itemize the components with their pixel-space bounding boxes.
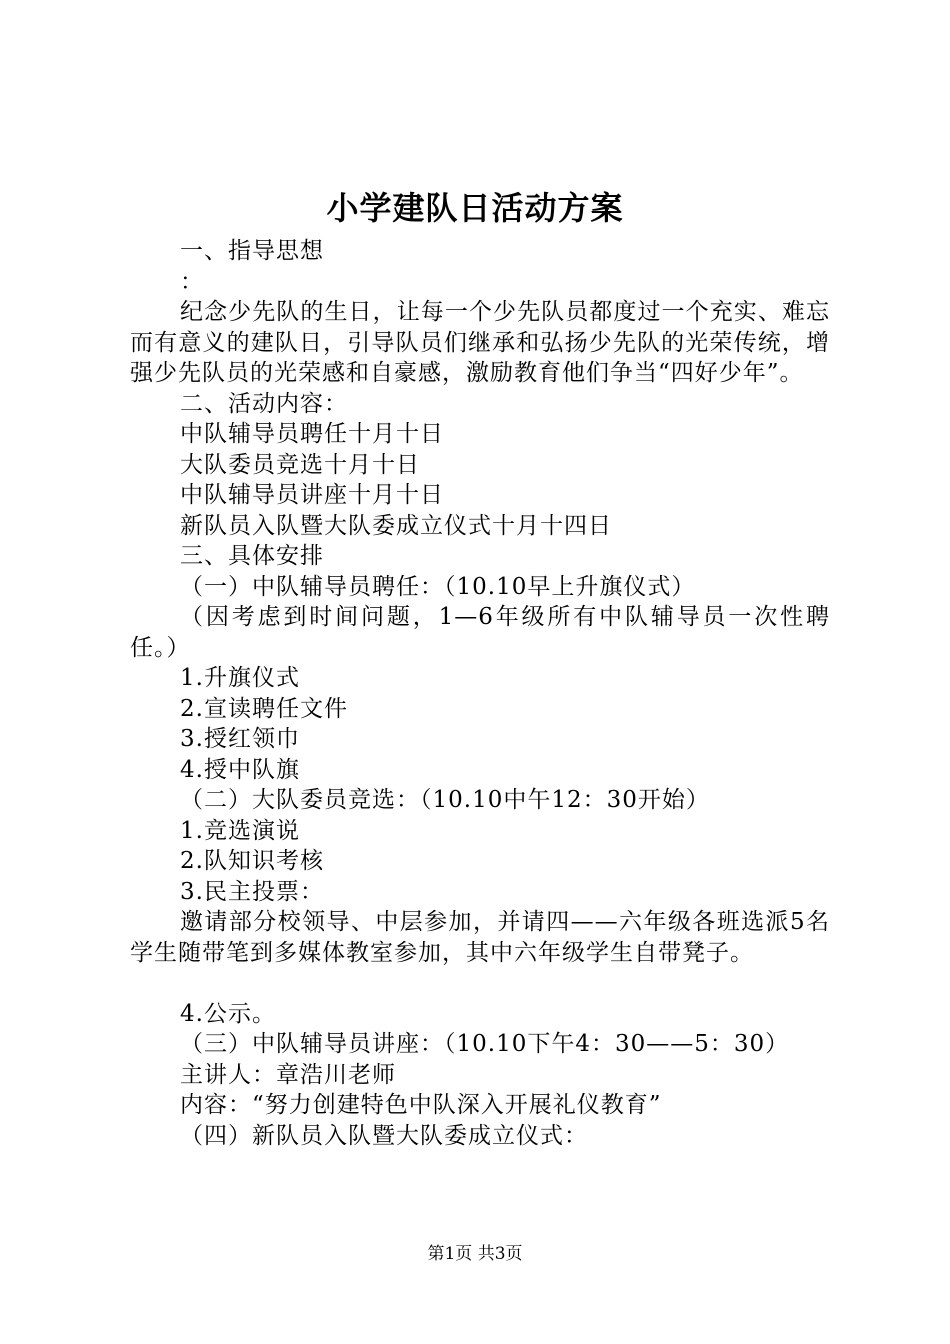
activity-item: 中队辅导员讲座十月十日 [180, 482, 444, 508]
document-title: 小学建队日活动方案 [326, 189, 624, 227]
list-item: 2.队知识考核 [180, 848, 324, 874]
list-item: 1.竞选演说 [180, 817, 300, 844]
list-item: 2.宣读聘任文件 [180, 695, 348, 722]
list-item: 4.授中队旗 [180, 756, 300, 783]
subsection-heading-2: （二）大队委员竞选：（10.10中午12：30开始） [180, 787, 710, 813]
speaker-line: 主讲人：章浩川老师 [180, 1061, 396, 1088]
page-footer: 第1页 共3页 [427, 1244, 523, 1264]
paragraph-note: （因考虑到时间问题，1—6年级所有中队辅导员一次性聘任。） [130, 604, 830, 661]
list-item: 3.授红领巾 [180, 726, 300, 752]
list-item: 3.民主投票： [180, 878, 324, 905]
activity-item: 中队辅导员聘任十月十日 [180, 421, 444, 447]
section-heading-activities: 二、活动内容： [180, 390, 348, 417]
subsection-heading-4: （四）新队员入队暨大队委成立仪式： [180, 1122, 588, 1149]
paragraph-invitation: 邀请部分校领导、中层参加，并请四——六年级各班选派5名学生随带笔到多媒体教室参加，其中六年级学生自带凳子。 [130, 909, 830, 966]
blank-line [130, 968, 830, 999]
list-item: 4.公示。 [180, 1000, 276, 1027]
activity-item: 大队委员竞选十月十日 [180, 451, 420, 478]
subsection-heading-3: （三）中队辅导员讲座：（10.10下午4：30——5：30） [180, 1031, 790, 1057]
subsection-heading-1: （一）中队辅导员聘任：（10.10早上升旗仪式） [180, 573, 696, 600]
section-heading-arrangement: 三、具体安排 [180, 543, 324, 569]
document-body [130, 236, 830, 1151]
activity-item: 新队员入队暨大队委成立仪式十月十四日 [180, 512, 612, 539]
paragraph-purpose: 纪念少先队的生日，让每一个少先队员都度过一个充实、难忘而有意义的建队日，引导队员们继承和弘扬少先队的光荣传统，增强少先队员的光荣感和自豪感，激励教育他们争当“四好少年”。 [130, 299, 830, 386]
content-line: 内容：“努力创建特色中队深入开展礼仪教育” [180, 1092, 662, 1118]
section-heading-guiding-thought: 一、指导思想 [180, 238, 324, 264]
colon-line: ： [180, 268, 204, 295]
list-item: 1.升旗仪式 [180, 665, 300, 691]
